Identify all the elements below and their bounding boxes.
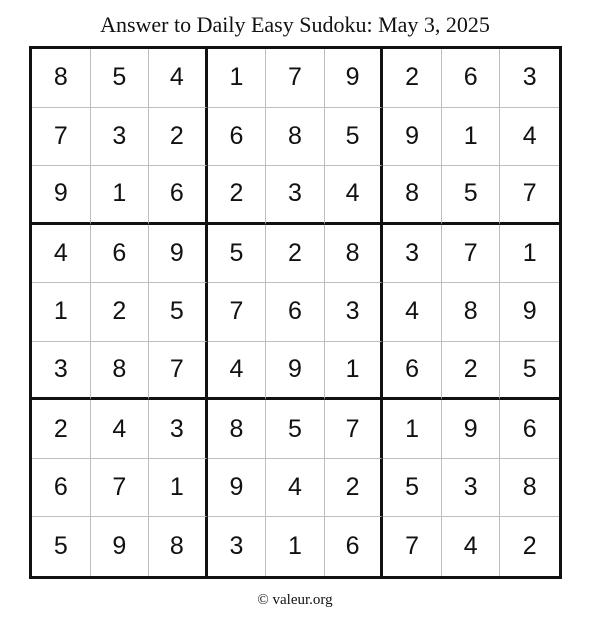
sudoku-cell-r3-c8: 5 — [442, 166, 501, 225]
sudoku-cell-r4-c4: 5 — [208, 225, 267, 284]
sudoku-cell-r2-c7: 9 — [383, 108, 442, 167]
sudoku-cell-r4-c1: 4 — [32, 225, 91, 284]
sudoku-cell-r1-c4: 1 — [208, 49, 267, 108]
sudoku-cell-r3-c6: 4 — [325, 166, 384, 225]
sudoku-cell-r6-c7: 6 — [383, 342, 442, 401]
sudoku-cell-r9-c2: 9 — [91, 517, 150, 576]
sudoku-cell-r6-c1: 3 — [32, 342, 91, 401]
sudoku-cell-r9-c5: 1 — [266, 517, 325, 576]
puzzle-title: Answer to Daily Easy Sudoku: May 3, 2025 — [100, 12, 490, 37]
sudoku-cell-r9-c8: 4 — [442, 517, 501, 576]
sudoku-cell-r4-c8: 7 — [442, 225, 501, 284]
sudoku-cell-r3-c1: 9 — [32, 166, 91, 225]
sudoku-cell-r2-c6: 5 — [325, 108, 384, 167]
sudoku-cell-r2-c4: 6 — [208, 108, 267, 167]
sudoku-cell-r8-c8: 3 — [442, 459, 501, 518]
sudoku-cell-r5-c5: 6 — [266, 283, 325, 342]
sudoku-cell-r3-c4: 2 — [208, 166, 267, 225]
sudoku-cell-r5-c7: 4 — [383, 283, 442, 342]
sudoku-cell-r6-c6: 1 — [325, 342, 384, 401]
sudoku-cell-r6-c3: 7 — [149, 342, 208, 401]
sudoku-cell-r2-c3: 2 — [149, 108, 208, 167]
sudoku-cell-r5-c6: 3 — [325, 283, 384, 342]
sudoku-cell-r3-c2: 1 — [91, 166, 150, 225]
sudoku-cell-r6-c8: 2 — [442, 342, 501, 401]
sudoku-cell-r9-c6: 6 — [325, 517, 384, 576]
sudoku-cell-r1-c1: 8 — [32, 49, 91, 108]
sudoku-cell-r2-c9: 4 — [500, 108, 559, 167]
sudoku-cell-r8-c5: 4 — [266, 459, 325, 518]
sudoku-cell-r2-c5: 8 — [266, 108, 325, 167]
sudoku-cell-r7-c5: 5 — [266, 400, 325, 459]
sudoku-cell-r5-c4: 7 — [208, 283, 267, 342]
sudoku-cell-r4-c2: 6 — [91, 225, 150, 284]
sudoku-cell-r1-c5: 7 — [266, 49, 325, 108]
sudoku-cell-r6-c4: 4 — [208, 342, 267, 401]
sudoku-cell-r7-c2: 4 — [91, 400, 150, 459]
sudoku-cell-r5-c2: 2 — [91, 283, 150, 342]
sudoku-cell-r9-c4: 3 — [208, 517, 267, 576]
sudoku-cell-r9-c7: 7 — [383, 517, 442, 576]
sudoku-cell-r4-c3: 9 — [149, 225, 208, 284]
sudoku-board — [29, 46, 562, 579]
sudoku-cell-r3-c7: 8 — [383, 166, 442, 225]
sudoku-cell-r8-c7: 5 — [383, 459, 442, 518]
sudoku-cell-r4-c7: 3 — [383, 225, 442, 284]
sudoku-cell-r1-c6: 9 — [325, 49, 384, 108]
sudoku-cell-r1-c3: 4 — [149, 49, 208, 108]
sudoku-cell-r3-c9: 7 — [500, 166, 559, 225]
sudoku-cell-r5-c8: 8 — [442, 283, 501, 342]
sudoku-cell-r8-c9: 8 — [500, 459, 559, 518]
sudoku-cell-r4-c5: 2 — [266, 225, 325, 284]
sudoku-cell-r6-c5: 9 — [266, 342, 325, 401]
sudoku-cell-r9-c3: 8 — [149, 517, 208, 576]
sudoku-cell-r5-c9: 9 — [500, 283, 559, 342]
sudoku-cell-r5-c3: 5 — [149, 283, 208, 342]
sudoku-cell-r6-c2: 8 — [91, 342, 150, 401]
sudoku-cell-r7-c3: 3 — [149, 400, 208, 459]
sudoku-cell-r8-c4: 9 — [208, 459, 267, 518]
sudoku-cell-r1-c8: 6 — [442, 49, 501, 108]
sudoku-cell-r2-c1: 7 — [32, 108, 91, 167]
sudoku-cell-r5-c1: 1 — [32, 283, 91, 342]
sudoku-cell-r7-c8: 9 — [442, 400, 501, 459]
sudoku-cell-r7-c9: 6 — [500, 400, 559, 459]
sudoku-cell-r7-c4: 8 — [208, 400, 267, 459]
sudoku-cell-r1-c7: 2 — [383, 49, 442, 108]
sudoku-cell-r8-c1: 6 — [32, 459, 91, 518]
sudoku-cell-r4-c6: 8 — [325, 225, 384, 284]
sudoku-cell-r2-c8: 1 — [442, 108, 501, 167]
sudoku-cell-r3-c5: 3 — [266, 166, 325, 225]
sudoku-cell-r7-c6: 7 — [325, 400, 384, 459]
sudoku-cell-r9-c9: 2 — [522, 532, 537, 561]
sudoku-cell-r9-c1: 5 — [32, 517, 91, 576]
sudoku-cell-r7-c7: 1 — [383, 400, 442, 459]
sudoku-cell-r1-c9: 3 — [500, 49, 559, 108]
sudoku-cell-r4-c9: 1 — [500, 225, 559, 284]
sudoku-cell-r6-c9: 5 — [500, 342, 559, 401]
sudoku-cell-r3-c3: 6 — [149, 166, 208, 225]
sudoku-cell-r1-c2: 5 — [91, 49, 150, 108]
sudoku-cell-r2-c2: 3 — [91, 108, 150, 167]
sudoku-cell-r8-c6: 2 — [325, 459, 384, 518]
sudoku-cell-r7-c1: 2 — [32, 400, 91, 459]
sudoku-cell-r8-c3: 1 — [149, 459, 208, 518]
copyright-footer: © valeur.org — [257, 592, 333, 608]
sudoku-cell-r8-c2: 7 — [91, 459, 150, 518]
